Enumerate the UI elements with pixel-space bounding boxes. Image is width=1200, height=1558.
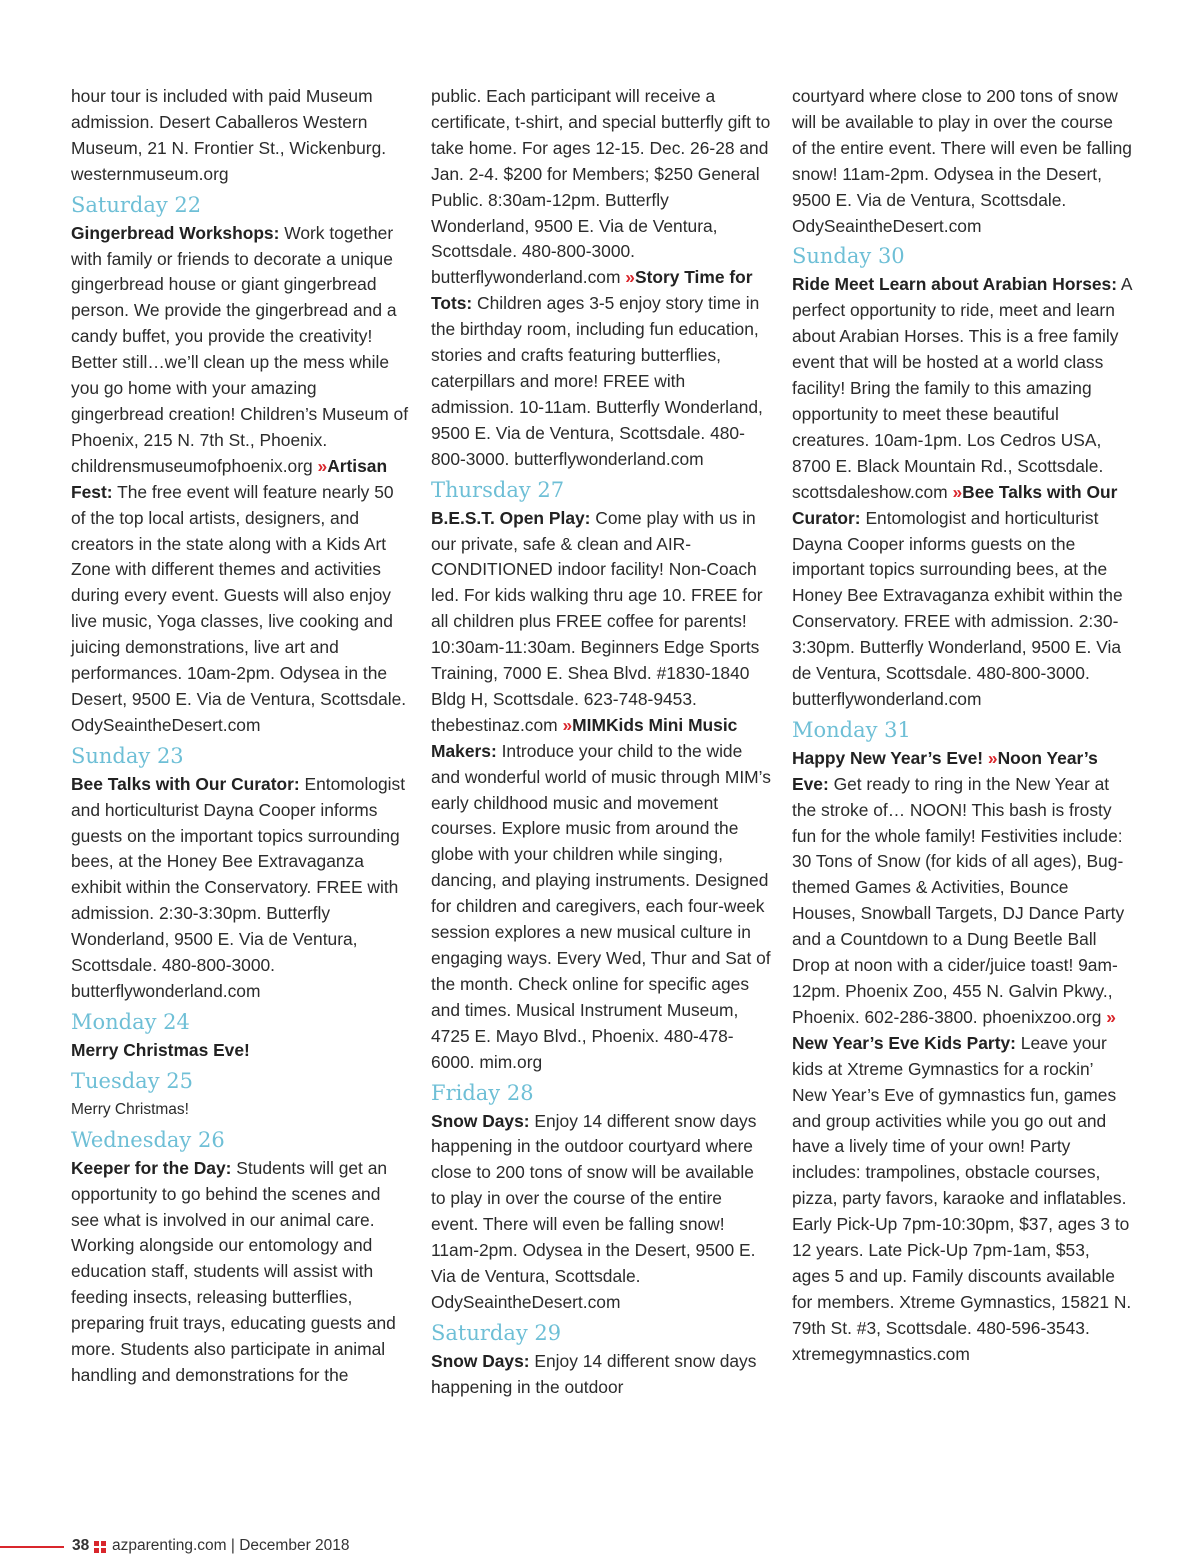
event-title: New Year’s Eve Kids Party: [792,1032,1016,1053]
day-heading-saturday-29: Saturday 29 [431,1320,562,1345]
continued-text: public. Each participant will receive a certificate, t-shirt, and special butterfly gift to take home. For ages 12-15. Dec. 26-28 and Jan. 2-4. $200 for Members; $250 General Public. 8:30am-12pm. Butterfly Wonderland, 9500 E. Via de Ventura, Scottsdale. 480-800-3000. butterflywonderland.com [431,86,771,288]
separator-icon: » [987,747,998,768]
day-heading-saturday-22: Saturday 22 [71,192,202,217]
event-description: Students will get an opportunity to go behind the scenes and see what is involved in our animal care. Working alongside our entomology and education staff, students will assist with feeding insects, releasing butterflies, preparing fruit trays, educating guests and more. Students also participate in animal handling and demonstrations for the [71,1157,396,1385]
separator-icon: » [952,481,963,502]
event-description: Leave your kids at Xtreme Gymnastics for a rockin’ New Year’s Eve of gymnastics fun, games and group activities while you go out and have a lively time of your own! Party includes: trampolines, obstacle courses, pizza, party favors, karaoke and inflatables. Early Pick-Up 7pm-10:30pm, $37, ages 3 to 12 years. Late Pick-Up 7pm-1am, $53, ages 5 and up. Family discounts available for members. Xtreme Gymnastics, 15821 N. 79th St. #3, Scottsdale. 480-596-3543. xtremegymnastics.com [792,1032,1132,1364]
column-1 [71,84,411,1389]
column-3 [792,84,1132,1368]
event-title: Ride Meet Learn about Arabian Horses: [792,274,1118,295]
event-title: Bee Talks with Our Curator: [71,773,300,794]
event-description: Entomologist and horticulturist Dayna Cooper informs guests on the important topics surrounding bees, at the Honey Bee Extravaganza exhibit within the Conservatory. FREE with admission. 2:30-3:30pm. Butterfly Wonderland, 9500 E. Via de Ventura, Scottsdale. 480-800-3000. butterflywonderland.com [792,507,1123,709]
event-entry [71,772,411,1005]
event-title: Merry Christmas Eve! [71,1039,250,1060]
event-description: Get ready to ring in the New Year at the stroke of… NOON! This bash is frosty fun for the whole family! Festivities include: 30 Tons of Snow (for kids of all ages), Bug-themed Games & Activities, Bounce Houses, Snowball Targets, DJ Dance Party and a Countdown to a Dung Beetle Ball Drop at noon with a cider/juice toast! 9am-12pm. Phoenix Zoo, 455 N. Galvin Pkwy., Phoenix. 602-286-3800. phoenixzoo.org [792,773,1125,1027]
event-entry [71,1038,411,1064]
day-heading-friday-28: Friday 28 [431,1080,534,1105]
event-entry [792,272,1132,712]
separator-icon: » [562,714,573,735]
event-description: Come play with us in our private, safe & clean and AIR-CONDITIONED indoor facility! Non-Coach led. For kids walking thru age 10. FREE for all children plus FREE coffee for parents! 10:30am-11:30am. Beginners Edge Sports Training, 7000 E. Shea Blvd. #1830-1840 Bldg H, Scottsdale. 623-748-9453. thebestinaz.com [431,507,763,735]
day-heading-monday-24: Monday 24 [71,1009,190,1034]
event-entry [792,746,1132,1368]
red-grid-icon [94,1541,106,1553]
event-entry [71,1156,411,1389]
event-description: A perfect opportunity to ride, meet and learn about Arabian Horses. This is a free family event that will be hosted at a world class facility! Bring the family to this amazing opportunity to meet these beautiful creatures. 10am-1pm. Los Cedros USA, 8700 E. Black Mountain Rd., Scottsdale. scottsdaleshow.com [792,274,1132,502]
day-heading-thursday-27: Thursday 27 [431,477,565,502]
event-title: Story Time for Tots: [431,267,753,314]
event-description: Introduce your child to the wide and wonderful world of music through MIM’s early childhood music and movement courses. Explore music from around the globe with your children while singing, dancing, and playing instruments. Designed for children and caregivers, each four-week session explores a new musical culture in engaging ways. Every Wed, Thur and Sat of the month. Check online for specific ages and times. Musical Instrument Museum, 4725 E. Mayo Blvd., Phoenix. 480-478-6000. mim.org [431,740,771,1072]
event-title: Keeper for the Day: [71,1157,232,1178]
day-heading-monday-31: Monday 31 [792,717,911,742]
event-title: Gingerbread Workshops: [71,222,280,243]
event-entry [431,1349,771,1401]
separator-icon: » [317,455,328,476]
event-title: B.E.S.T. Open Play: [431,507,591,528]
separator-icon: » [1106,1006,1116,1027]
event-entry [431,1109,771,1316]
event-description: Enjoy 14 different snow days happening in the outdoor [431,1350,757,1397]
page-footer [0,1536,600,1558]
event-title: Happy New Year’s Eve! [792,747,988,768]
day-heading-wednesday-26: Wednesday 26 [71,1127,225,1152]
event-title: MIMKids Mini Music Makers: [431,714,738,761]
event-entry [431,84,771,473]
event-description: Entomologist and horticulturist Dayna Cooper informs guests on the important topics surrounding bees, at the Honey Bee Extravaganza exhibit within the Conservatory. FREE with admission. 2:30-3:30pm. Butterfly Wonderland, 9500 E. Via de Ventura, Scottsdale. 480-800-3000. butterflywonderland.com [71,773,406,1001]
event-entry: Merry Christmas! [71,1100,189,1118]
event-description: Work together with family or friends to decorate a unique gingerbread house or giant gingerbread person. We provide the gingerbread and a candy buffet, you provide the creativity! Better still…we’ll clean up the mess while you go home with your amazing gingerbread creation! Children’s Museum of Phoenix, 215 N. 7th St., Phoenix. childrensmuseumofphoenix.org [71,222,409,476]
page-number: 38 [72,1537,90,1554]
footer-site-date: azparenting.com | December 2018 [112,1537,350,1554]
event-title: Noon Year’s Eve: [792,747,1098,794]
column-2 [431,84,771,1401]
event-title: Snow Days: [431,1110,530,1131]
continued-text: hour tour is included with paid Museum admission. Desert Caballeros Western Museum, 21 N. Frontier St., Wickenburg. westernmuseum.org [71,86,387,184]
event-title: Snow Days: [431,1350,530,1371]
footer-rule [0,1546,64,1548]
separator-icon: » [625,267,635,288]
event-description: Children ages 3-5 enjoy story time in the birthday room, including fun education, stories and crafts featuring butterflies, caterpillars and more! FREE with admission. 10-11am. Butterfly Wonderland, 9500 E. Via de Ventura, Scottsdale. 480-800-3000. butterflywonderland.com [431,293,763,469]
day-heading-tuesday-25: Tuesday 25 [71,1068,193,1093]
event-description: The free event will feature nearly 50 of the top local artists, designers, and creators in the state along with a Kids Art Zone with different themes and activities during every event. Guests will also enjoy live music, Yoga classes, live cooking and juicing demonstrations, live art and performances. 10am-2pm. Odysea in the Desert, 9500 E. Via de Ventura, Scottsdale. OdySeaintheDesert.com [71,481,407,735]
event-entry [71,221,411,739]
day-heading-sunday-30: Sunday 30 [792,244,905,269]
day-heading-sunday-23: Sunday 23 [71,743,184,768]
event-title: Artisan Fest: [71,455,388,502]
event-title: Bee Talks with Our Curator: [792,481,1118,528]
event-entry [431,506,771,1076]
continued-text: courtyard where close to 200 tons of snow will be available to play in over the course of the entire event. There will even be falling snow! 11am-2pm. Odysea in the Desert, 9500 E. Via de Ventura, Scottsdale. OdySeaintheDesert.com [792,86,1132,236]
event-description: Enjoy 14 different snow days happening in the outdoor courtyard where close to 200 tons of snow will be available to play in over the course of the entire event. There will even be falling snow! 11am-2pm. Odysea in the Desert, 9500 E. Via de Ventura, Scottsdale. OdySeaintheDesert.com [431,1110,757,1312]
